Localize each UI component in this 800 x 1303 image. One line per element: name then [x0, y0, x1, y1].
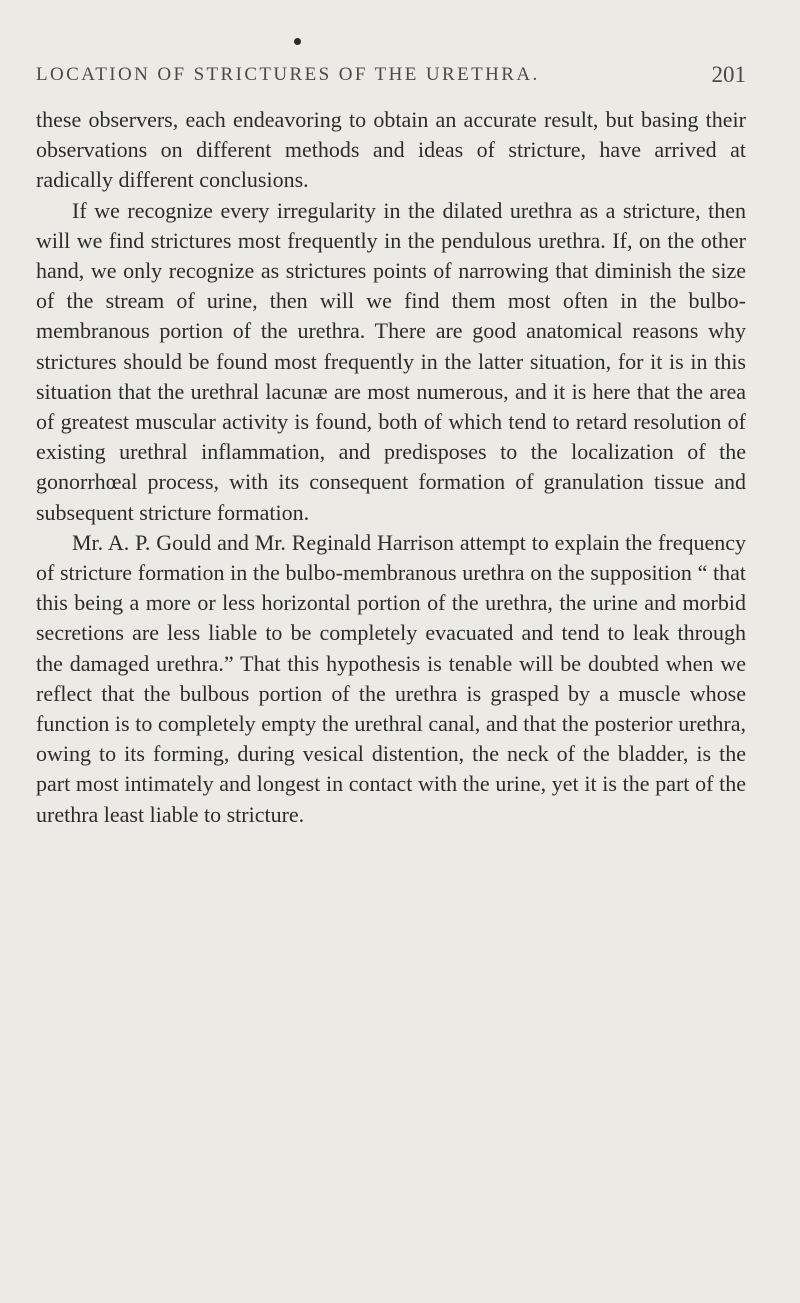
page-number: 201	[711, 62, 746, 87]
running-title: LOCATION OF STRICTURES OF THE URETHRA.	[36, 64, 540, 85]
body-text	[36, 105, 746, 830]
paragraph-stricture-recognition: If we recognize every irregularity in the dilated urethra as a stricture, then will we find strictures most frequently in the pendulous urethra. If, on the other hand, we only recognize as strictures points of narrowing that diminish the size of the stream of urine, then will we find them most often in the bulbo-membranous portion of the urethra. There are good anatomical reasons why strictures should be found most frequently in the latter situation, for it is in this situation that the urethral lacunæ are most numerous, and it is here that the area of greatest muscular activity is found, both of which tend to retard resolution of existing urethral inflammation, and predisposes to the localization of the gonorrhœal process, with its consequent formation of granulation tissue and subsequent stricture formation.	[36, 197, 746, 525]
ink-speck	[294, 38, 301, 45]
paragraph-gould-harrison: Mr. A. P. Gould and Mr. Reginald Harrison attempt to explain the frequency of stricture formation in the bulbo-membranous urethra on the supposition “ that this being a more or less horizontal portion of the urethra, the urine and morbid secretions are less liable to be completely evacuated and tend to leak through the damaged urethra.” That this hypothesis is tenable will be doubted when we reflect that the bulbous portion of the urethra is grasped by a muscle whose function is to completely empty the urethral canal, and that the posterior urethra, owing to its forming, during vesical distention, the neck of the bladder, is the part most intimately and longest in contact with the urine, yet it is the part of the urethra least liable to stricture.	[36, 529, 746, 827]
running-head	[36, 64, 746, 94]
paragraph-continuation: these observers, each endeavoring to obtain an accurate result, but basing their observations on different methods and ideas of stricture, have arrived at radically different conclusions.	[36, 107, 746, 193]
